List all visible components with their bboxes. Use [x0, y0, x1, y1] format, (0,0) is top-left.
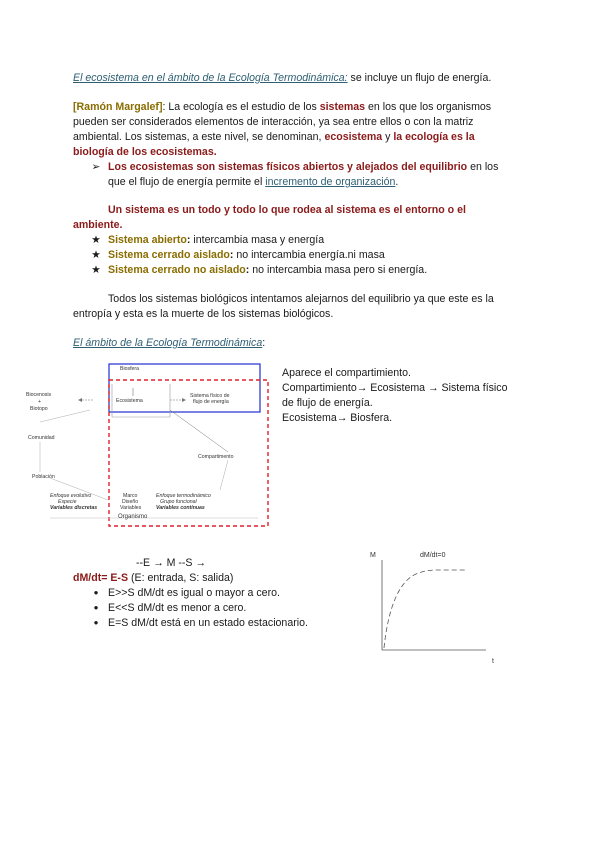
- arrow-point-bold: Los ecosistemas son sistemas físicos abiertos y alejados del equilibrio: [108, 161, 468, 173]
- star-desc: intercambia masa y energía: [190, 234, 325, 246]
- fig-right-1: Enfoque termodinámico: [156, 493, 211, 499]
- graph-y-label: M: [370, 552, 376, 559]
- star-item-closed-isolated: [108, 248, 385, 262]
- star-item-closed-not-isolated: [108, 263, 427, 277]
- dmdt-note: (E: entrada, S: salida): [128, 572, 234, 584]
- fig-compartimento: Compartimento: [198, 454, 234, 460]
- margalef-ecosistema: ecosistema: [324, 131, 383, 143]
- margalef-author: [Ramón Margalef]: [73, 101, 163, 113]
- section2-heading: [73, 336, 265, 350]
- margalef-line3-a: ambiental. Los sistemas, a este nivel, se denominan,: [73, 131, 325, 143]
- dot-bullet-icon: ●: [93, 603, 99, 612]
- star-icon: ★: [91, 249, 101, 261]
- fig-left-2: Especie: [58, 499, 77, 505]
- fig-right-2: Grupo funcional: [160, 499, 197, 505]
- star-icon: ★: [91, 264, 101, 276]
- arrow-point-line2-end: .: [395, 176, 399, 188]
- fig-biotopo: Biotopo: [30, 406, 48, 412]
- graph-curve: [384, 570, 466, 648]
- star-item-open: [108, 233, 324, 247]
- margalef-line-1: [73, 100, 491, 114]
- flow-line: --E → M --S →: [136, 557, 207, 569]
- margalef-line-4: biología de los ecosistemas.: [73, 146, 217, 158]
- fig-mid-1: Marco: [123, 493, 138, 499]
- fig-mid-3: Variables: [120, 505, 142, 511]
- arrow-point-line-1: [108, 160, 498, 174]
- ecology-diagram: [20, 360, 276, 530]
- incremento-link[interactable]: incremento de organización: [265, 176, 396, 188]
- margalef-text-end: en los que los organismos: [365, 101, 492, 113]
- dmdt-label: dM/dt= E-S: [73, 572, 129, 584]
- dmdt-line: [73, 571, 233, 585]
- fig-note-3: de flujo de energía.: [282, 397, 373, 409]
- fig-ecosistema: Ecosistema: [116, 398, 143, 404]
- intro-heading: El ecosistema en el ámbito de la Ecología Termodinámica:: [73, 72, 348, 84]
- dot-item: E>>S dM/dt es igual o mayor a cero.: [108, 587, 280, 599]
- fig-organismo: Organismo: [118, 514, 148, 520]
- section2-heading-text: El ámbito de la Ecología Termodinámica: [73, 337, 263, 349]
- fig-sistema-fisico-2: flujo de energía: [193, 399, 229, 405]
- bio-para-line-1: Todos los sistemas biológicos intentamos alejarnos del equilibrio ya que este es la: [108, 293, 494, 305]
- fig-left-3: Variables discretas: [50, 505, 98, 511]
- bio-para-line-2: entropía y esta es la muerte de los sistemas biológicos.: [73, 308, 334, 320]
- fig-comunidad: Comunidad: [28, 435, 55, 441]
- mass-graph: [368, 550, 508, 670]
- star-desc: no intercambia masa pero si energía.: [249, 264, 428, 276]
- dot-item: E<<S dM/dt es menor a cero.: [108, 602, 247, 614]
- fig-mid-2: Diseño: [122, 499, 139, 505]
- intro-rest: se incluye un flujo de energía.: [347, 72, 492, 84]
- fig-biocenosis: Biocenosis: [26, 392, 52, 398]
- fig-plus: +: [38, 399, 42, 405]
- margalef-line3-c: y: [382, 131, 394, 143]
- star-desc: no intercambia energía.ni masa: [233, 249, 385, 261]
- fig-note-1: Aparece el compartimiento.: [282, 367, 411, 379]
- margalef-sistemas: sistemas: [319, 101, 366, 113]
- arrow-bullet-icon: ➢: [91, 161, 101, 173]
- dot-bullet-icon: ●: [93, 588, 99, 597]
- star-colon: :: [229, 249, 234, 261]
- graph-curve-label: dM/dt=0: [420, 552, 446, 559]
- star-colon: :: [186, 234, 191, 246]
- graph-svg: [368, 550, 508, 670]
- graph-x-label: t: [492, 658, 494, 665]
- fig-poblacion: Población: [32, 474, 55, 480]
- intro-line: [73, 71, 491, 85]
- star-term: Sistema cerrado no aislado: [108, 264, 246, 276]
- star-term: Sistema cerrado aislado: [108, 249, 230, 261]
- dot-bullet-icon: ●: [93, 618, 99, 627]
- fig-biosfera: Biosfera: [120, 366, 140, 372]
- arrow-point-after: en los: [467, 161, 499, 173]
- margalef-text: : La ecología es el estudio de los: [162, 101, 320, 113]
- margalef-line-3: [73, 130, 475, 144]
- arrow-point-line2-text: que el flujo de energía permite el: [108, 176, 266, 188]
- star-icon: ★: [91, 234, 101, 246]
- fig-sistema-fisico-1: Sistema físico de: [190, 393, 230, 399]
- fig-note-4: Ecosistema→ Biosfera.: [282, 412, 393, 424]
- section2-colon: :: [262, 337, 266, 349]
- fig-right-3: Variables continuas: [156, 505, 205, 511]
- margalef-line-2: pueden ser considerados elementos de interacción, ya sea entre ellos o con la matriz: [73, 116, 474, 128]
- arrow-point-line-2: [108, 175, 398, 189]
- fig-note-2: Compartimiento→ Ecosistema → Sistema físico: [282, 382, 508, 394]
- margalef-ecologia: la ecología es la: [393, 131, 475, 143]
- system-def-line-2: ambiente.: [73, 219, 123, 231]
- star-colon: :: [245, 264, 250, 276]
- system-def-line-1: Un sistema es un todo y todo lo que rodea al sistema es el entorno o el: [108, 204, 466, 216]
- fig-left-1: Enfoque evolutivo: [50, 493, 92, 499]
- dot-item: E=S dM/dt está en un estado estacionario.: [108, 617, 308, 629]
- star-term: Sistema abierto: [108, 234, 187, 246]
